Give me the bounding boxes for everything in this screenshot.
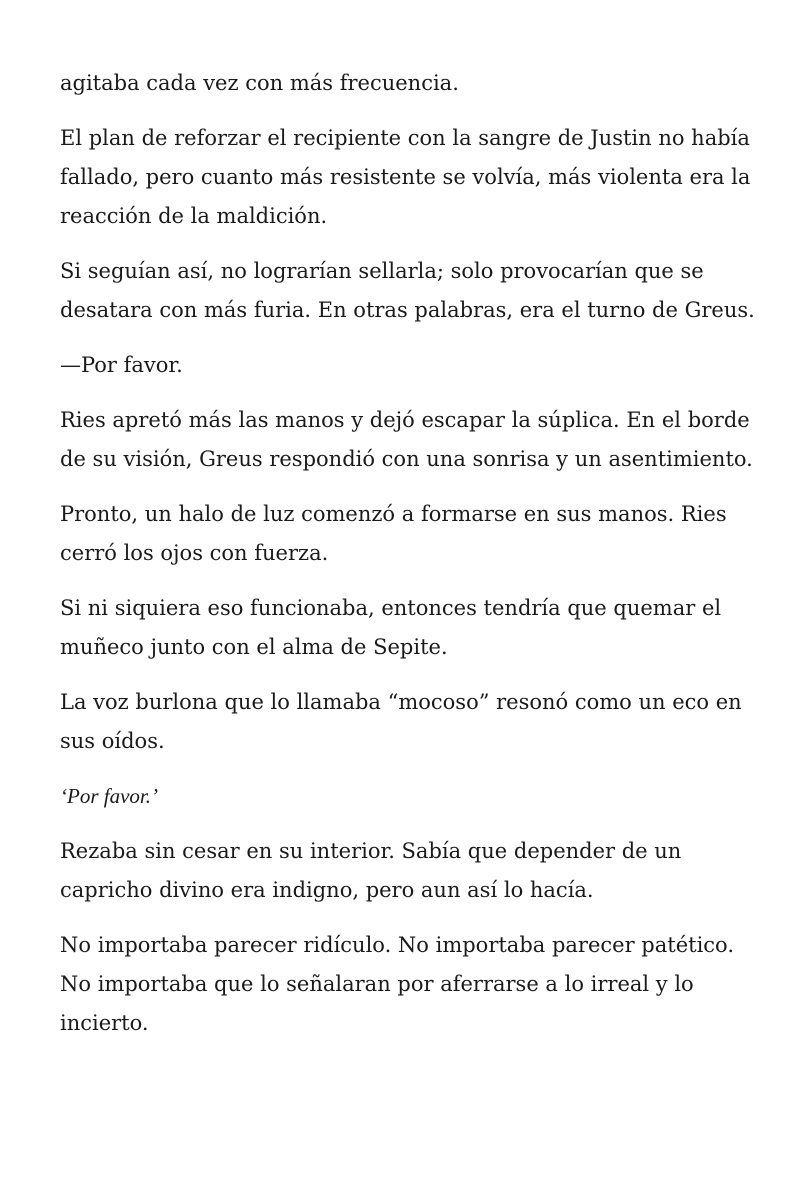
paragraph-2: El plan de reforzar el recipiente con la sangre de Justin no había fallado, pero cuanto más resistente se volvía, más violenta era la reacción de la maldición. (60, 126, 751, 228)
inner-thought-line: ‘Por favor.’ (60, 784, 158, 808)
paragraph-10: Rezaba sin cesar en su interior. Sabía que depender de un capricho divino era indigno, pero aun así lo hacía. (60, 839, 682, 902)
paragraph-3: Si seguían así, no lograrían sellarla; solo provocarían que se desatara con más furia. En otras palabras, era el turno de Greus. (60, 259, 755, 322)
dialogue-line: —Por favor. (60, 353, 183, 377)
document-page (60, 64, 760, 1059)
paragraph-5: Ries apretó más las manos y dejó escapar la súplica. En el borde de su visión, Greus respondió con una sonrisa y un asentimiento. (60, 408, 753, 471)
paragraph-1: agitaba cada vez con más frecuencia. (60, 71, 459, 95)
paragraph-11: No importaba parecer ridículo. No importaba parecer patético. No importaba que lo señalaran por aferrarse a lo irreal y lo incierto. (60, 933, 734, 1035)
paragraph-7: Si ni siquiera eso funcionaba, entonces tendría que quemar el muñeco junto con el alma de Sepite. (60, 596, 722, 659)
paragraph-8: La voz burlona que lo llamaba “mocoso” resonó como un eco en sus oídos. (60, 690, 742, 753)
paragraph-6: Pronto, un halo de luz comenzó a formarse en sus manos. Ries cerró los ojos con fuerza. (60, 502, 727, 565)
